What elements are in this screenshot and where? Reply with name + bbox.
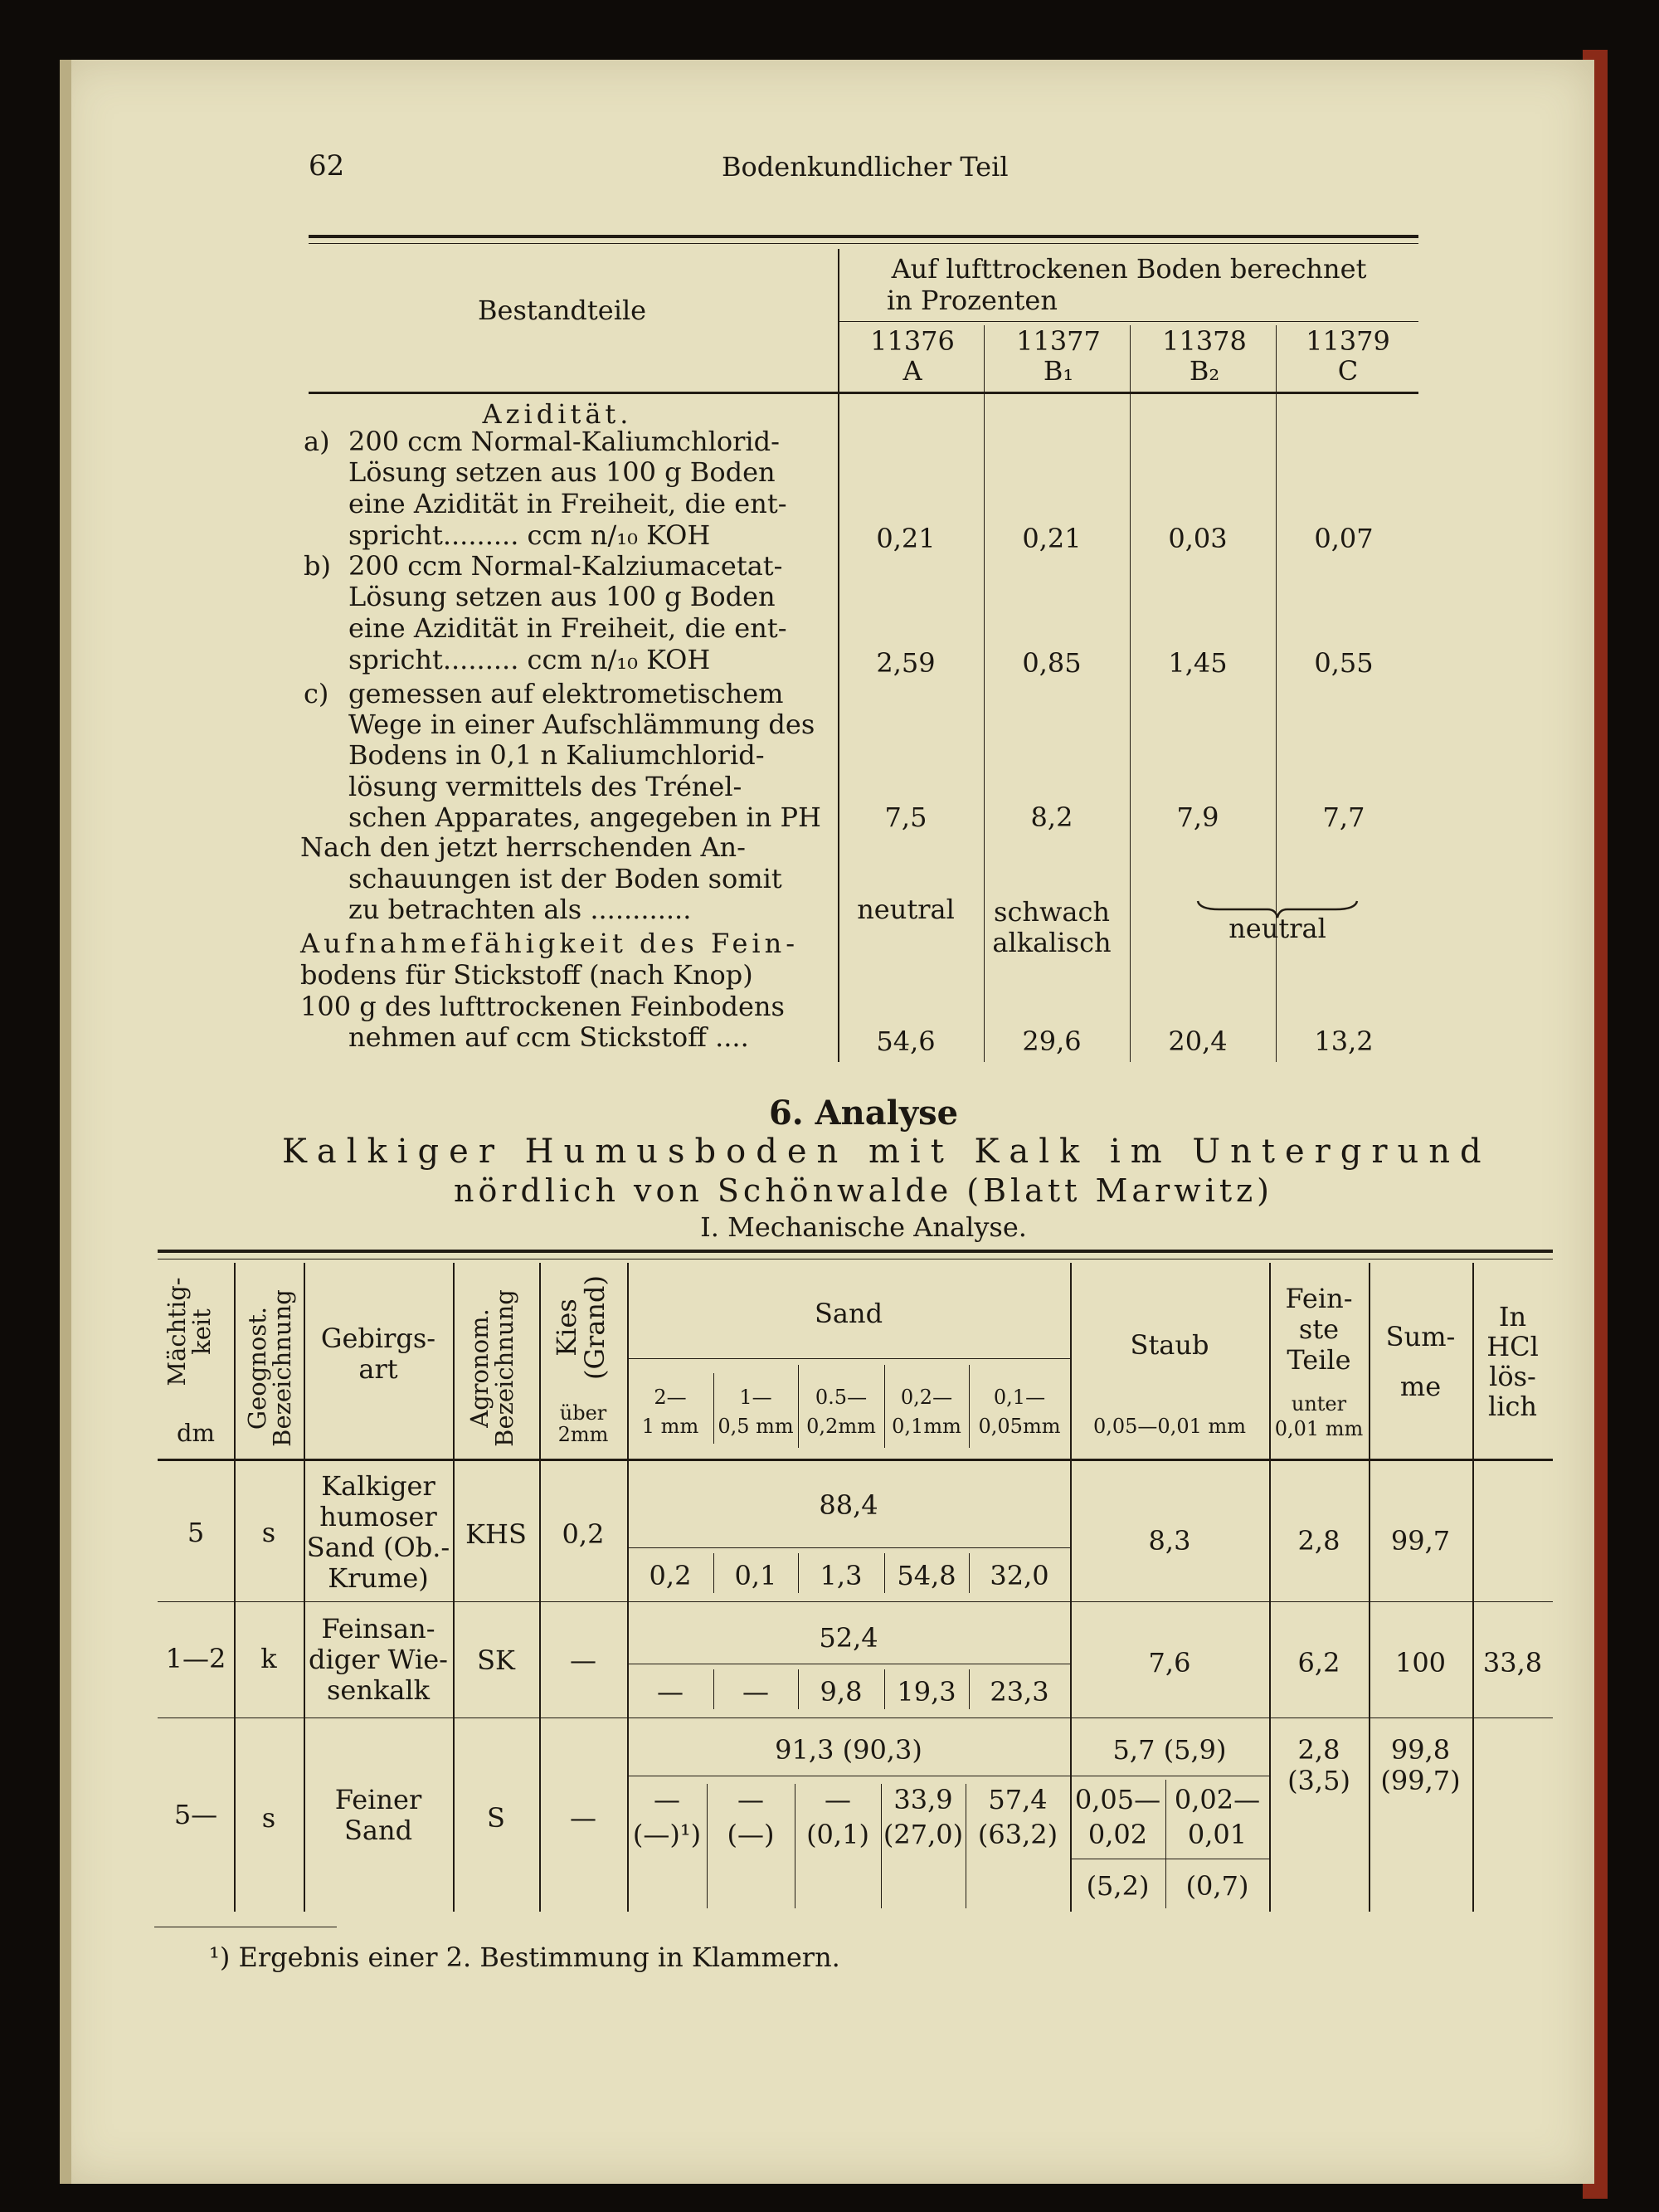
row-c-line2: Wege in einer Aufschlämmung des: [348, 709, 815, 740]
sand-sub-3-range: 0.5—: [815, 1386, 868, 1409]
row-d-line1: Nach den jetzt herrschenden An-: [300, 831, 746, 863]
table1-col-sep-1: [984, 325, 985, 1062]
row2-kies: —: [570, 1644, 596, 1676]
row2-dm: 1—2: [165, 1643, 226, 1674]
row3-kies: —: [570, 1802, 596, 1834]
row3-dm: 5—: [173, 1799, 218, 1830]
row3-sand-2nd-2: (—): [727, 1819, 775, 1850]
row3-sand-part-1: —: [654, 1784, 680, 1815]
row3-summe-2nd: (99,7): [1380, 1765, 1461, 1796]
table1-header-subrule: [839, 321, 1418, 322]
row2-sand-part-2: —: [742, 1676, 769, 1708]
row3-staub-2nd-2: (0,7): [1185, 1870, 1249, 1902]
row-b-value-c: 0,55: [1314, 647, 1374, 679]
row3-staub-split-2a: 0,02—: [1174, 1784, 1261, 1815]
row-a-value-b2: 0,03: [1168, 523, 1228, 554]
row2-feinste: 6,2: [1297, 1647, 1340, 1678]
row1-sand-part-2: 0,1: [734, 1560, 777, 1591]
header-staub: Staub: [1130, 1329, 1209, 1361]
row-e-value-b2: 20,4: [1168, 1026, 1228, 1057]
row2-staub: 7,6: [1148, 1647, 1191, 1678]
table1-header-bottom-rule: [309, 392, 1418, 394]
row-d-value-b1-line1: schwach: [994, 896, 1110, 928]
t2-vsep-8: [1369, 1263, 1370, 1912]
row-b-value-b1: 0,85: [1022, 647, 1082, 679]
table1-header-bestandteile: Bestandteile: [478, 295, 647, 326]
row-b-value-b2: 1,45: [1168, 647, 1228, 679]
row1-sand-part-5: 32,0: [990, 1560, 1049, 1591]
sand-sub-4-unit: 0,1mm: [892, 1415, 961, 1438]
row-c-value-b1: 8,2: [1030, 801, 1073, 833]
running-title: Bodenkundlicher Teil: [722, 151, 1009, 183]
footnote: ¹) Ergebnis einer 2. Bestimmung in Klammern.: [209, 1942, 840, 1973]
row-a-line3: eine Azidität in Freiheit, die ent-: [348, 488, 787, 519]
table1-col-sep-3: [1276, 325, 1277, 1062]
sample-number-b1: 11377: [1016, 325, 1101, 357]
row-c-value-c: 7,7: [1322, 801, 1365, 833]
row-e-value-c: 13,2: [1314, 1026, 1374, 1057]
sand-sub-2-unit: 0,5 mm: [718, 1415, 794, 1438]
table2-header-bottom-rule: [158, 1459, 1553, 1461]
row-d-value-b2-c: neutral: [1228, 913, 1326, 944]
row2-hcl: 33,8: [1482, 1647, 1543, 1678]
table2-top-rule: [158, 1250, 1553, 1253]
table1-header-group-line1: Auf lufttrockenen Boden berechnet: [891, 253, 1367, 285]
row1-dm: 5: [187, 1517, 205, 1548]
row-b-marker: b): [304, 550, 331, 582]
row1-agronom: KHS: [465, 1518, 527, 1550]
row2-sand-part-4: 19,3: [897, 1676, 956, 1708]
row-e-line4: nehmen auf ccm Stickstoff ....: [348, 1021, 749, 1053]
page-edge: [60, 60, 71, 2184]
header-hcl-2: HCl: [1486, 1331, 1539, 1362]
sample-label-b1: B₁: [1043, 355, 1074, 387]
row2-sand-part-1: —: [657, 1676, 684, 1708]
row3-agronom: S: [487, 1802, 505, 1834]
t2-row2-bottom: [158, 1717, 1553, 1718]
row-a-line4: spricht......... ccm n/₁₀ KOH: [348, 519, 711, 551]
row3-sand-part-3: —: [825, 1784, 851, 1815]
sample-label-a: A: [902, 355, 922, 387]
row-d-value-b1-line2: alkalisch: [992, 927, 1112, 958]
header-maechtigkeit: Mächtig-keit: [163, 1277, 216, 1386]
header-dm: dm: [176, 1419, 216, 1447]
row2-art-1: Feinsan-: [321, 1613, 435, 1644]
header-gebirgsart: Gebirgs-art: [320, 1323, 436, 1385]
analysis-heading: 6. Analyse: [768, 1094, 959, 1133]
row1-art-4: Krume): [328, 1562, 429, 1594]
row-b-line2: Lösung setzen aus 100 g Boden: [348, 581, 776, 612]
header-agronom: Agronom. Bezeichnung: [465, 1289, 519, 1447]
row-c-value-b2: 7,9: [1176, 801, 1219, 833]
sample-number-c: 11379: [1306, 325, 1390, 357]
row-c-line5: schen Apparates, angegeben in PH: [348, 801, 821, 833]
row-a-value-c: 0,07: [1314, 523, 1374, 554]
header-summe-1: Sum-: [1385, 1321, 1456, 1352]
aziditaet-heading: Azidität.: [482, 398, 633, 430]
row1-art-2: humoser: [319, 1501, 437, 1532]
table1-top-rule: [309, 235, 1418, 238]
row1-feinste: 2,8: [1297, 1525, 1340, 1557]
row-b-line4: spricht......... ccm n/₁₀ KOH: [348, 644, 711, 675]
sand-sub-2-range: 1—: [739, 1386, 772, 1409]
row3-sand-2nd-4: (27,0): [883, 1819, 964, 1850]
sand-sub-5-unit: 0,05mm: [978, 1415, 1061, 1438]
row2-art-3: senkalk: [326, 1674, 431, 1706]
row-e-value-a: 54,6: [876, 1026, 936, 1057]
row-d-line3: zu betrachten als ............: [348, 894, 692, 925]
row1-staub: 8,3: [1148, 1525, 1191, 1557]
page-number: 62: [309, 149, 345, 183]
row-a-line1: 200 ccm Normal-Kaliumchlorid-: [348, 426, 780, 457]
row3-staub-split-1b: 0,02: [1087, 1819, 1148, 1850]
row2-agronom: SK: [477, 1644, 515, 1676]
row1-sand-split: [627, 1547, 1070, 1548]
row2-sand-part-3: 9,8: [820, 1676, 863, 1708]
sample-label-b2: B₂: [1189, 355, 1220, 387]
row3-art-1: Feiner: [334, 1784, 422, 1815]
row1-summe: 99,7: [1390, 1525, 1451, 1557]
row-d-value-a: neutral: [857, 894, 955, 925]
row2-sand-total: 52,4: [819, 1622, 878, 1654]
row3-sand-2nd-3: (0,1): [806, 1819, 869, 1850]
row-b-value-a: 2,59: [876, 647, 936, 679]
analysis-subtitle-line2: nördlich von Schönwalde (Blatt Marwitz): [454, 1172, 1273, 1209]
row1-geognost: s: [261, 1517, 276, 1548]
sample-label-c: C: [1337, 355, 1359, 387]
row3-staub-2nd-1: (5,2): [1086, 1870, 1150, 1902]
row1-sand-part-1: 0,2: [649, 1560, 692, 1591]
header-kies-sub: über 2mm: [557, 1401, 609, 1447]
sample-number-b2: 11378: [1162, 325, 1247, 357]
row-b-line1: 200 ccm Normal-Kalziumacetat-: [348, 550, 783, 582]
row3-sand-total: 91,3 (90,3): [775, 1734, 922, 1766]
row-a-value-b1: 0,21: [1022, 523, 1082, 554]
row3-sand-2nd-5: (63,2): [977, 1819, 1058, 1850]
analysis-subtitle-line1: Kalkiger Humusboden mit Kalk im Untergrund: [282, 1133, 1491, 1171]
header-feinste-sub-1: unter: [1291, 1392, 1347, 1415]
row1-sand-total: 88,4: [819, 1489, 878, 1521]
row3-feinste-2nd: (3,5): [1287, 1765, 1350, 1796]
row3-feinste: 2,8: [1297, 1734, 1340, 1766]
row-c-line4: lösung vermittels des Trénel-: [348, 771, 742, 802]
row1-art-3: Sand (Ob.-: [306, 1532, 450, 1563]
row3-staub-split-2b: 0,01: [1187, 1819, 1248, 1850]
row-c-marker: c): [304, 678, 329, 709]
sand-sub-3-unit: 0,2mm: [806, 1415, 876, 1438]
row1-sand-part-3: 1,3: [820, 1560, 863, 1591]
table1-top-rule-thin: [309, 243, 1418, 244]
sand-sub-1-unit: 1 mm: [641, 1415, 699, 1438]
t2-row1-bottom: [158, 1601, 1553, 1602]
row3-sand-part-2: —: [737, 1784, 764, 1815]
row3-geognost: s: [261, 1802, 276, 1834]
row-a-value-a: 0,21: [876, 523, 936, 554]
row-c-line1: gemessen auf elektrometischem: [348, 678, 784, 709]
sand-sub-4-range: 0,2—: [900, 1386, 953, 1409]
row3-sand-2nd-1: (—)¹): [632, 1819, 702, 1850]
row-a-line2: Lösung setzen aus 100 g Boden: [348, 456, 776, 488]
row-e-line3: 100 g des lufttrockenen Feinbodens: [300, 991, 785, 1022]
row-c-line3: Bodens in 0,1 n Kaliumchlorid-: [348, 739, 765, 771]
sand-sub-1-range: 2—: [654, 1386, 687, 1409]
header-feinste-2: ste: [1298, 1313, 1340, 1345]
row1-sand-part-4: 54,8: [897, 1560, 956, 1591]
header-kies: Kies (Grand): [551, 1275, 611, 1380]
analysis-section: I. Mechanische Analyse.: [700, 1211, 1027, 1243]
row-d-line2: schauungen ist der Boden somit: [348, 863, 782, 894]
row1-kies: 0,2: [562, 1518, 605, 1550]
row-a-marker: a): [304, 426, 330, 457]
row-b-line3: eine Azidität in Freiheit, die ent-: [348, 612, 787, 644]
row2-geognost: k: [260, 1643, 277, 1674]
table1-header-group-line2: in Prozenten: [887, 285, 1058, 316]
header-hcl-3: lös-: [1489, 1361, 1536, 1392]
header-feinste-sub-2: 0,01 mm: [1274, 1417, 1364, 1440]
header-summe-2: me: [1399, 1371, 1442, 1402]
row-e-line1: Aufnahmefähigkeit des Fein-: [300, 928, 800, 959]
row3-staub: 5,7 (5,9): [1112, 1734, 1227, 1766]
table1-col-sep-2: [1130, 325, 1131, 1062]
row3-summe: 99,8: [1390, 1734, 1451, 1766]
row2-sand-part-5: 23,3: [990, 1676, 1049, 1708]
header-sand: Sand: [814, 1298, 883, 1329]
row-c-value-a: 7,5: [884, 801, 927, 833]
row3-sand-part-4: 33,9: [893, 1784, 953, 1815]
header-feinste-3: Teile: [1287, 1344, 1351, 1376]
row-e-value-b1: 29,6: [1022, 1026, 1082, 1057]
sand-subheader-rule: [627, 1358, 1070, 1359]
header-geognost: Geognost. Bezeichnung: [243, 1289, 297, 1447]
row1-art-1: Kalkiger: [321, 1470, 435, 1502]
row3-staub-split-1a: 0,05—: [1074, 1784, 1161, 1815]
sand-sub-5-range: 0,1—: [993, 1386, 1046, 1409]
header-hcl-4: lich: [1488, 1391, 1537, 1422]
row2-art-2: diger Wie-: [309, 1644, 448, 1675]
header-hcl-1: In: [1498, 1301, 1527, 1333]
row2-summe: 100: [1394, 1647, 1447, 1678]
header-feinste-1: Fein-: [1285, 1283, 1353, 1314]
row3-art-2: Sand: [343, 1815, 413, 1846]
row-e-line2: bodens für Stickstoff (nach Knop): [300, 959, 753, 991]
row3-sand-part-5: 57,4: [988, 1784, 1048, 1815]
sample-number-a: 11376: [870, 325, 955, 357]
header-staub-sub: 0,05—0,01 mm: [1092, 1415, 1247, 1438]
